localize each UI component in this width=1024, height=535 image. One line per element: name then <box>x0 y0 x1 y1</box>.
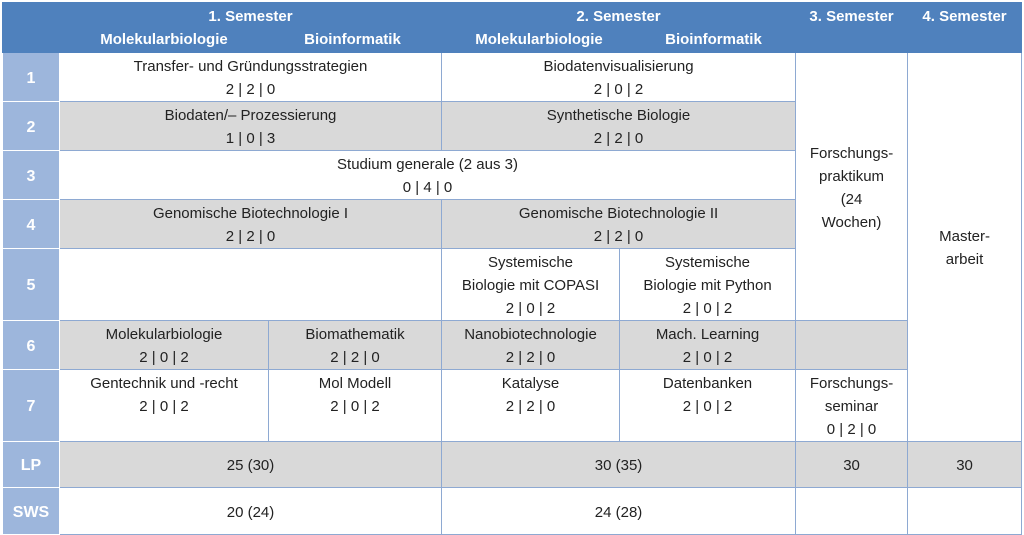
module-title: Systemische <box>488 254 574 271</box>
module-sws-code: 2 | 2 | 0 <box>225 81 276 98</box>
row-label-3: 3 <box>3 151 60 200</box>
row-label-sws: SWS <box>3 488 60 535</box>
masterarbeit-cell <box>908 53 1022 442</box>
module-cell <box>60 53 442 102</box>
module-title: Biodaten/– Prozessierung <box>164 107 337 124</box>
module-sws-code: 2 | 2 | 0 <box>225 228 276 245</box>
module-sws-code: 2 | 2 | 0 <box>330 349 380 366</box>
module-sws-code: 2 | 0 | 2 <box>682 300 733 317</box>
module-cell <box>442 200 796 249</box>
module-title: Mol Modell <box>318 375 392 392</box>
master-line-1: Master- <box>939 228 990 245</box>
seminar-line-2: seminar <box>824 398 879 415</box>
module-title: Datenbanken <box>662 375 753 392</box>
row-label-lp: LP <box>3 442 60 488</box>
module-sws-code: 2 | 2 | 0 <box>505 349 556 366</box>
sws-semester-2: 24 (28) <box>442 488 796 535</box>
module-title: Genomische Biotechnologie I <box>152 205 349 222</box>
semester-2-header <box>442 3 796 53</box>
row-label-1: 1 <box>3 53 60 102</box>
row-label-5: 5 <box>3 249 60 321</box>
module-title: Katalyse <box>501 375 560 392</box>
module-title: Studium generale (2 aus 3) <box>337 156 518 173</box>
empty-cell <box>796 321 908 370</box>
forschungspraktikum-cell <box>796 53 908 321</box>
module-cell <box>620 370 796 442</box>
module-cell <box>60 151 796 200</box>
lp-semester-1: 25 (30) <box>60 442 442 488</box>
module-title: Genomische Biotechnologie II <box>518 205 719 222</box>
module-sws-code: 0 | 4 | 0 <box>402 179 453 196</box>
module-sws-code: 1 | 0 | 3 <box>225 130 276 147</box>
module-title: Biodatenvisualisierung <box>543 58 694 75</box>
module-sws-code: 2 | 2 | 0 <box>505 398 556 415</box>
module-title: Transfer- und Gründungsstrategien <box>133 58 368 75</box>
lp-semester-4: 30 <box>908 442 1022 488</box>
empty-cell <box>60 249 442 321</box>
corner-header <box>3 3 60 53</box>
module-sws-code: 2 | 0 | 2 <box>682 349 733 366</box>
module-cell <box>620 249 796 321</box>
module-title: Synthetische Biologie <box>546 107 691 124</box>
module-cell <box>60 370 269 442</box>
praktikum-line-1: Forschungs- <box>809 144 894 162</box>
module-sws-code: 2 | 0 | 2 <box>682 398 733 415</box>
module-cell <box>442 53 796 102</box>
module-cell <box>60 102 442 151</box>
row-label-6: 6 <box>3 321 60 370</box>
module-cell <box>60 321 269 370</box>
forschungsseminar-cell <box>796 370 908 442</box>
praktikum-line-4: Wochen) <box>821 213 882 231</box>
semester-1-header <box>60 3 442 53</box>
praktikum-line-3: (24 <box>840 190 863 208</box>
module-cell <box>442 249 620 321</box>
semester-1-title: 1. Semester <box>208 8 293 25</box>
module-cell <box>620 321 796 370</box>
sws-semester-4 <box>908 488 1022 535</box>
seminar-line-1: Forschungs- <box>809 375 894 392</box>
module-sws-code: 2 | 0 | 2 <box>139 349 189 366</box>
semester-4-header: 4. Semester <box>908 3 1022 53</box>
semester-2-title: 2. Semester <box>576 8 661 25</box>
module-sws-code: 2 | 0 | 2 <box>139 398 189 415</box>
module-sws-code: 2 | 2 | 0 <box>593 228 644 245</box>
module-cell <box>269 321 442 370</box>
semester-1-track-molekularbiologie: Molekularbiologie <box>100 31 228 48</box>
semester-2-track-bioinformatik: Bioinformatik <box>665 31 762 48</box>
module-title: Biologie mit COPASI <box>461 277 600 294</box>
module-cell <box>442 321 620 370</box>
module-title: Nanobiotechnologie <box>464 326 597 343</box>
master-line-2: arbeit <box>945 251 984 268</box>
row-label-4: 4 <box>3 200 60 249</box>
module-cell <box>442 370 620 442</box>
module-cell <box>60 200 442 249</box>
module-sws-code: 2 | 0 | 2 <box>593 81 644 98</box>
module-title: Biomathematik <box>305 326 405 343</box>
curriculum-table <box>2 2 1022 535</box>
module-title: Gentechnik und -recht <box>90 375 238 392</box>
row-label-2: 2 <box>3 102 60 151</box>
module-cell <box>269 370 442 442</box>
sws-semester-3 <box>796 488 908 535</box>
praktikum-line-2: praktikum <box>819 167 885 185</box>
row-label-7: 7 <box>3 370 60 442</box>
module-title: Mach. Learning <box>655 326 760 343</box>
module-cell <box>442 102 796 151</box>
module-sws-code: 2 | 0 | 2 <box>505 300 556 317</box>
sws-semester-1: 20 (24) <box>60 488 442 535</box>
lp-semester-3: 30 <box>796 442 908 488</box>
lp-semester-2: 30 (35) <box>442 442 796 488</box>
semester-3-header: 3. Semester <box>796 3 908 53</box>
semester-1-track-bioinformatik: Bioinformatik <box>304 31 401 48</box>
semester-2-track-molekularbiologie: Molekularbiologie <box>475 31 603 48</box>
module-title: Systemische <box>665 254 751 271</box>
module-title: Biologie mit Python <box>643 277 772 294</box>
module-sws-code: 2 | 0 | 2 <box>330 398 380 415</box>
module-sws-code: 2 | 2 | 0 <box>593 130 644 147</box>
module-title: Molekularbiologie <box>105 326 223 343</box>
module-sws-code: 0 | 2 | 0 <box>826 421 877 438</box>
